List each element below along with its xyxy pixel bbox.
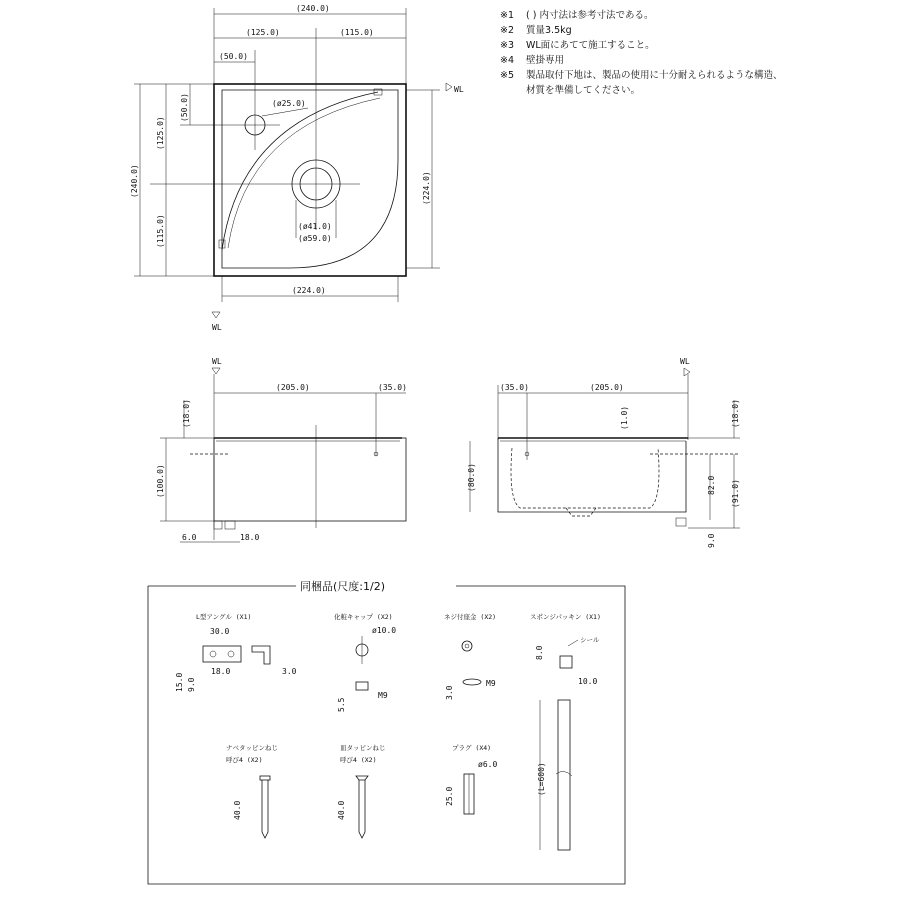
svg-text:10.0: 10.0 <box>578 677 598 686</box>
side-right-total: (91.0) <box>731 479 740 508</box>
svg-text:(L=600): (L=600) <box>537 762 546 796</box>
svg-text:25.0: 25.0 <box>445 786 454 806</box>
svg-text:9.0: 9.0 <box>187 677 196 692</box>
plan-lower: (115.0) <box>156 214 165 248</box>
plan-right-part: (115.0) <box>340 28 374 37</box>
side-right-rim: (1.0) <box>620 405 629 430</box>
acc-pan-screw-name-1: ナベタッピンねじ <box>226 744 278 752</box>
plan-hole-offset: (50.0) <box>219 52 248 61</box>
note-5: ※5 製品取付下地は、製品の使用に十分耐えられるような構造、 <box>500 70 783 81</box>
flat-screw-head <box>356 776 368 780</box>
plan-wl-bottom: WL <box>212 323 222 332</box>
side-right-wl: WL <box>680 357 690 366</box>
washer-top <box>462 641 472 651</box>
side-right-body <box>498 438 686 512</box>
plan-inner-height: (224.0) <box>422 171 431 205</box>
l-angle-plate <box>203 646 241 662</box>
note-2: ※2 質量3.5kg <box>500 25 572 36</box>
sponge-strip <box>558 700 570 850</box>
svg-text:8.0: 8.0 <box>535 645 544 660</box>
side-left-right: (35.0) <box>378 383 407 392</box>
plan-inner-width: (224.0) <box>292 286 326 295</box>
plan-width-total: (240.0) <box>296 4 330 13</box>
side-left-top: (18.0) <box>182 399 191 428</box>
plan-drain-outer: (ø59.0) <box>298 234 332 243</box>
acc-pan-screw-name-2: 呼び4 (X2) <box>226 756 263 764</box>
note-3: ※3 WL面にあてて施工すること。 <box>500 40 655 51</box>
plan-view <box>130 4 464 332</box>
svg-text:5.5: 5.5 <box>337 697 346 712</box>
side-left-foot-left: 6.0 <box>182 533 197 542</box>
acc-washer-name: ネジ付座金 (X2) <box>444 613 497 621</box>
acc-sponge-name: スポンジパッキン (X1) <box>530 613 601 621</box>
washer-side <box>463 679 481 685</box>
acc-flat-screw-name-2: 呼び4 (X2) <box>340 756 377 764</box>
plan-upper: (125.0) <box>156 116 165 150</box>
side-left-height: (100.0) <box>156 464 165 498</box>
side-left-body <box>214 438 406 521</box>
pan-screw-head <box>260 776 270 780</box>
svg-text:3.0: 3.0 <box>445 685 454 700</box>
plan-wl-right: WL <box>454 85 464 94</box>
side-right-bottom: 9.0 <box>707 533 716 548</box>
pan-screw-shank <box>262 780 268 838</box>
plan-hole-top: (50.0) <box>180 93 189 122</box>
accessories-box <box>148 579 625 884</box>
side-left-foot-right: 18.0 <box>240 533 260 542</box>
acc-l-angle-name: L型アングル (X1) <box>196 613 252 621</box>
side-right-depth: 82.0 <box>707 475 716 495</box>
side-right-left: (35.0) <box>500 383 529 392</box>
plan-hole-dia: (ø25.0) <box>272 99 306 108</box>
svg-text:40.0: 40.0 <box>233 800 242 820</box>
note-5-continued: 材質を準備してください。 <box>526 85 641 96</box>
accessories-title: 同梱品(尺度:1/2) <box>300 580 385 593</box>
svg-text:15.0: 15.0 <box>175 672 184 692</box>
svg-text:ø6.0: ø6.0 <box>478 760 498 769</box>
svg-text:M9: M9 <box>486 679 496 688</box>
plan-drain-inner: (ø41.0) <box>298 222 332 231</box>
acc-cap-name: 化粧キャップ (X2) <box>334 613 393 621</box>
sponge-section <box>560 656 572 668</box>
cap-side <box>356 682 368 690</box>
svg-text:30.0: 30.0 <box>210 627 230 636</box>
plan-left-part: (125.0) <box>246 28 280 37</box>
side-left-wl: WL <box>212 357 222 366</box>
wl-marker-bottom <box>212 312 220 318</box>
side-view-left <box>156 357 407 542</box>
plan-height-total: (240.0) <box>130 164 139 198</box>
note-1: ※1 ( ) 内寸法は参考寸法である。 <box>500 10 654 21</box>
svg-text:M9: M9 <box>378 691 388 700</box>
side-right-bowl: (80.0) <box>467 463 476 492</box>
flat-screw-shank <box>359 780 365 838</box>
side-left-width: (205.0) <box>276 383 310 392</box>
acc-plug-name: プラグ (X4) <box>452 744 492 752</box>
svg-text:40.0: 40.0 <box>337 800 346 820</box>
bowl-hidden-line <box>511 448 659 508</box>
plan-outline <box>214 84 406 276</box>
side-right-width: (205.0) <box>590 383 624 392</box>
svg-text:ø10.0: ø10.0 <box>372 626 397 635</box>
side-view-right <box>467 357 740 548</box>
l-angle-side <box>252 646 270 664</box>
svg-text:3.0: 3.0 <box>282 667 297 676</box>
wl-marker-right <box>446 83 452 91</box>
note-4: ※4 壁掛専用 <box>500 55 565 66</box>
acc-flat-screw-name-1: 皿タッピンねじ <box>340 744 386 752</box>
side-right-top: (18.0) <box>731 399 740 428</box>
svg-text:シール: シール <box>580 636 600 644</box>
svg-text:18.0: 18.0 <box>211 667 231 676</box>
